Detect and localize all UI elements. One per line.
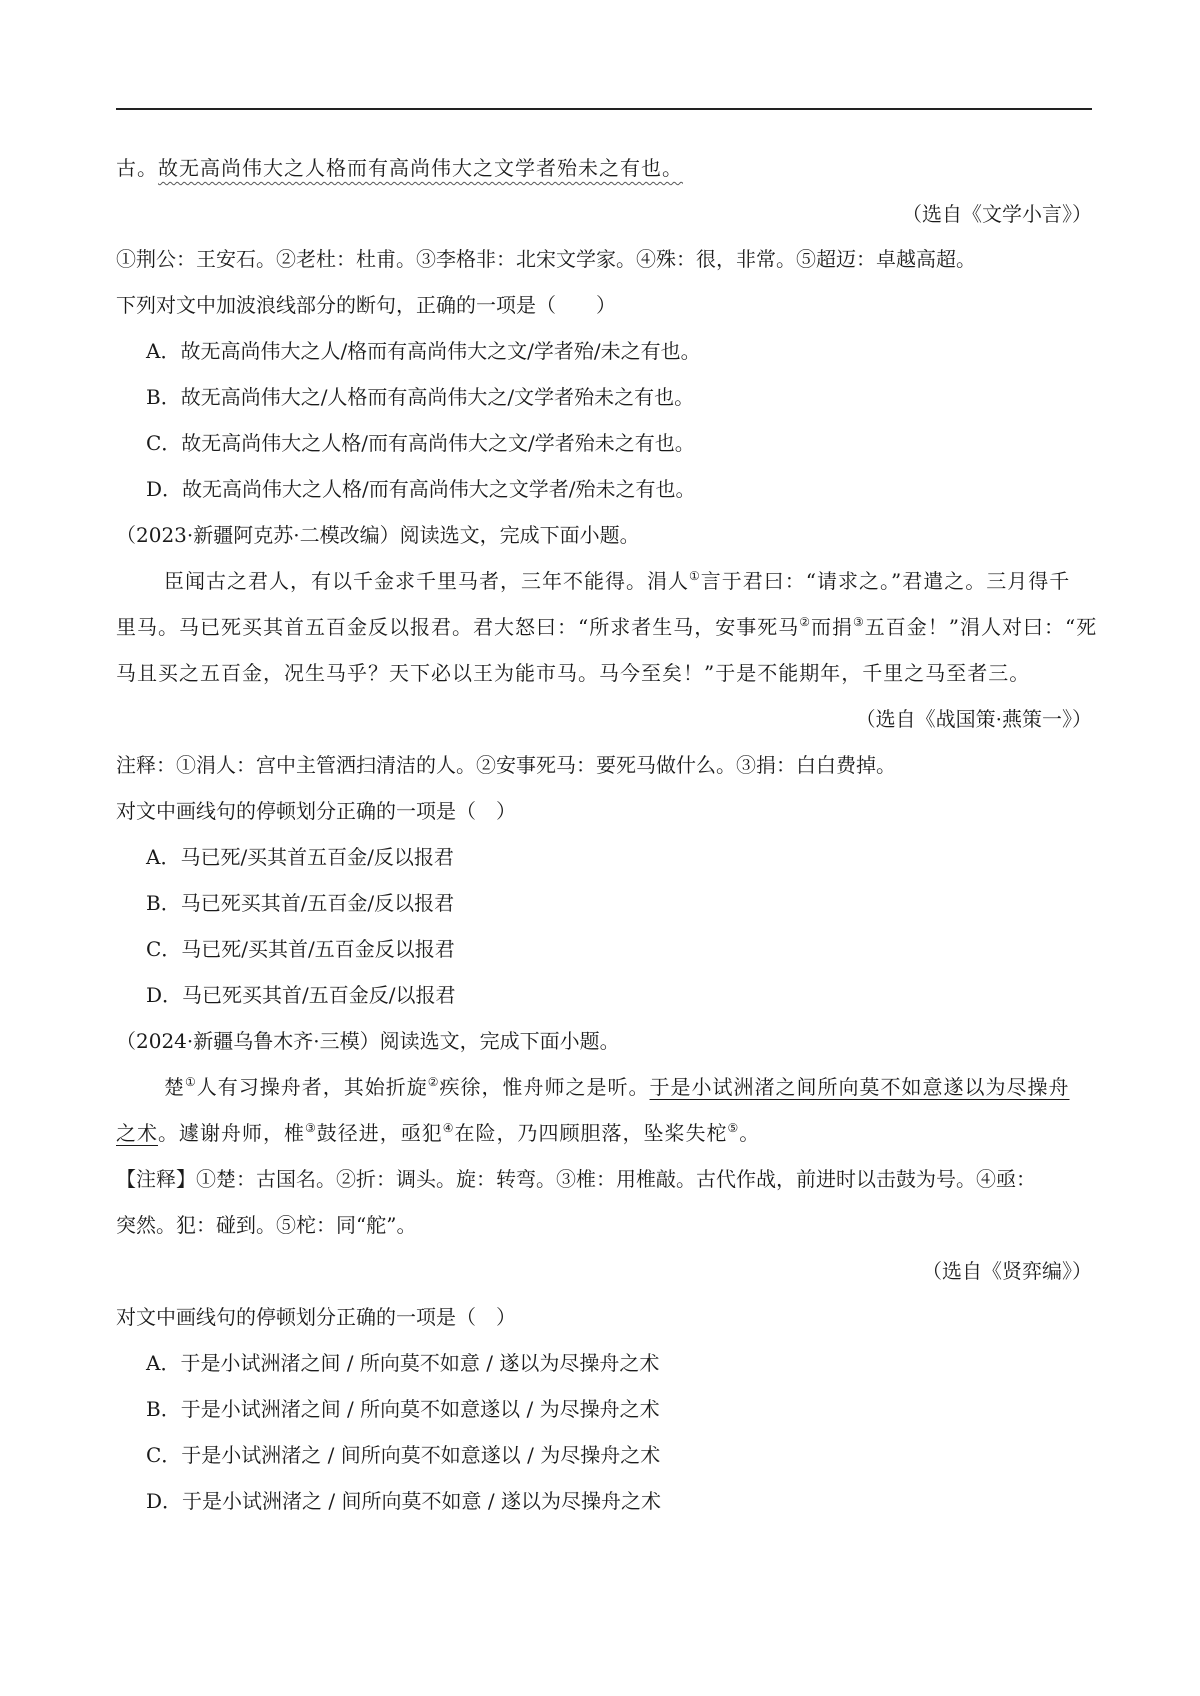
passage-3-line-2: 之术。遽谢舟师，椎③鼓径进，亟犯④在险，乃四顾胆落，坠桨失柁⑤。 [116,1121,761,1145]
passage-3-heading: （2024·新疆乌鲁木齐·三模）阅读选文，完成下面小题。 [116,1029,620,1053]
passage-1-source: （选自《文学小言》） [902,202,1092,226]
footnote-marker: ② [799,615,811,629]
question-3-option-c[interactable]: C．于是小试洲渚之 / 间所向莫不如意遂以 / 为尽操舟之术 [146,1443,661,1467]
question-3: 对文中画线句的停顿划分正确的一项是（ ） [116,1305,516,1329]
footnote-marker: ① [185,1075,197,1089]
question-1-option-c[interactable]: C．故无高尚伟大之人格/而有高尚伟大之文/学者殆未之有也。 [146,431,695,455]
passage-text: 古。 [116,156,158,180]
passage-3-notes-2: 突然。犯：碰到。⑤柁：同“舵”。 [116,1213,417,1237]
passage-3-source: （选自《贤弈编》） [922,1259,1092,1283]
passage-2-notes: 注释：①涓人：宫中主管洒扫清洁的人。②安事死马：要死马做什么。③捐：白白费掉。 [116,753,896,777]
passage-1-tail [116,153,1092,183]
passage-3-line-1: 楚①人有习操舟者，其始折旋②疾徐，惟舟师之是听。于是小试洲渚之间所向莫不如意遂以为尽操舟 [164,1075,1070,1099]
question-2-option-a[interactable]: A．马已死/买其首五百金/反以报君 [146,845,454,869]
footnote-marker: ② [427,1075,440,1089]
question-2-option-d[interactable]: D．马已死买其首/五百金反/以报君 [146,983,456,1007]
passage-2-line-3: 马且买之五百金，况生马乎？天下必以王为能市马。马今至矣！”于是不能期年，千里之马至者三。 [116,661,1031,685]
question-1-option-b[interactable]: B．故无高尚伟大之/人格而有高尚伟大之/文学者殆未之有也。 [146,385,695,409]
footnote-marker: ③ [853,615,865,629]
footnote-marker: ④ [442,1121,455,1135]
question-2-option-c[interactable]: C．马已死/买其首/五百金反以报君 [146,937,455,961]
question-3-option-b[interactable]: B．于是小试洲渚之间 / 所向莫不如意遂以 / 为尽操舟之术 [146,1397,660,1421]
question-3-option-d[interactable]: D．于是小试洲渚之 / 间所向莫不如意 / 遂以为尽操舟之术 [146,1489,661,1513]
underlined-sentence: 之术 [116,1121,158,1145]
underlined-sentence: 于是小试洲渚之间所向莫不如意遂以为尽操舟 [649,1075,1070,1099]
question-1-option-a[interactable]: A．故无高尚伟大之人/格而有高尚伟大之文/学者殆/未之有也。 [146,339,701,363]
wavy-underlined-sentence: 故无高尚伟大之人格而有高尚伟大之文学者殆未之有也。 [158,156,683,180]
passage-3-notes-1: 【注释】①楚：古国名。②折：调头。旋：转弯。③椎：用椎敲。古代作战，前进时以击鼓为号。④亟： [116,1167,1036,1191]
footnote-marker: ③ [305,1121,317,1135]
footnote-marker: ① [689,569,701,583]
question-1-option-d[interactable]: D．故无高尚伟大之人格/而有高尚伟大之文学者/殆未之有也。 [146,477,696,501]
question-3-option-a[interactable]: A．于是小试洲渚之间 / 所向莫不如意 / 遂以为尽操舟之术 [146,1351,660,1375]
passage-2-line-1: 臣闻古之君人，有以千金求千里马者，三年不能得。涓人①言于君曰：“请求之。”君遣之。三月得千 [164,569,1071,593]
question-2-option-b[interactable]: B．马已死买其首/五百金/反以报君 [146,891,455,915]
header-rule [116,108,1092,110]
passage-1-notes: ①荆公：王安石。②老杜：杜甫。③李格非：北宋文学家。④殊：很，非常。⑤超迈：卓越高超。 [116,247,976,271]
question-2: 对文中画线句的停顿划分正确的一项是（ ） [116,799,516,823]
question-1: 下列对文中加波浪线部分的断句，正确的一项是（ ） [116,293,616,317]
passage-2-source: （选自《战国策·燕策一》） [855,707,1092,731]
passage-2-heading: （2023·新疆阿克苏·二模改编）阅读选文，完成下面小题。 [116,523,640,547]
passage-2-line-2: 里马。马已死买其首五百金反以报君。君大怒曰：“所求者生马，安事死马②而捐③五百金！”涓人对曰：“死 [116,615,1098,639]
footnote-marker: ⑤ [727,1121,740,1135]
